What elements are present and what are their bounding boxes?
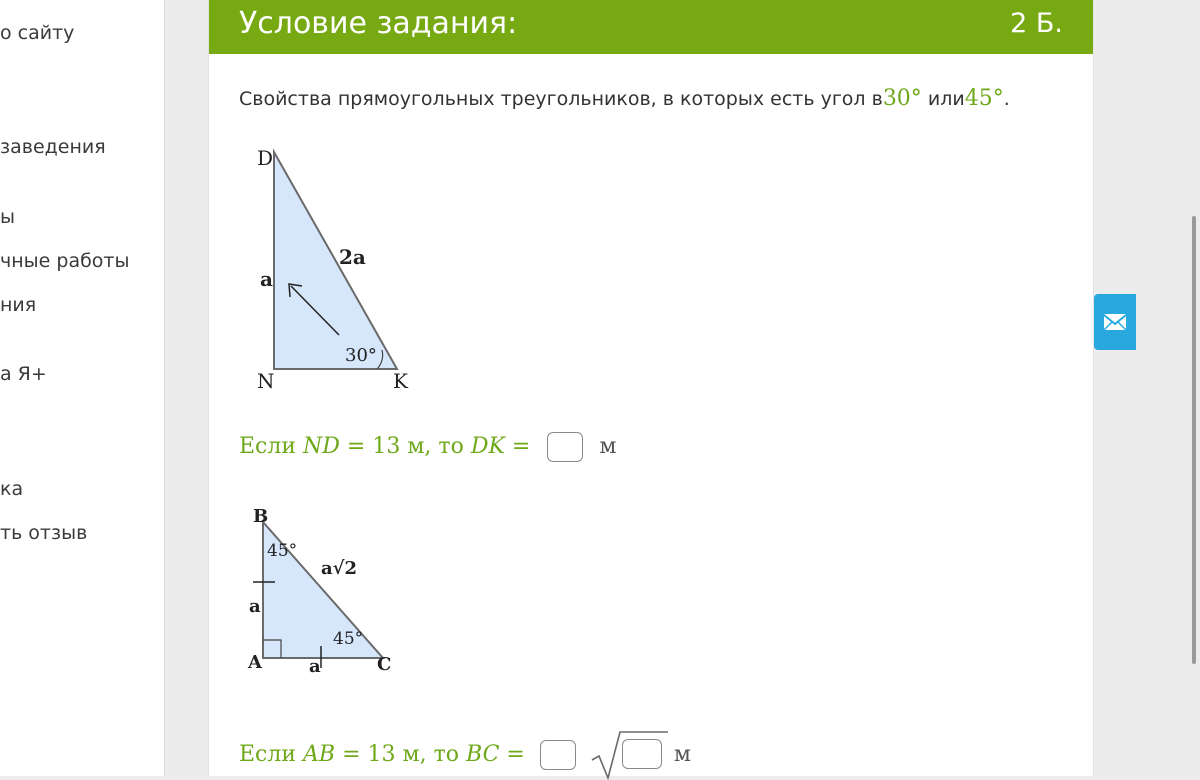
q1-var-nd: ND xyxy=(303,434,340,459)
q1-eq: = xyxy=(504,434,538,459)
q1-lead: Если xyxy=(239,434,304,459)
sidebar-item-ya-plus[interactable]: а Я+ xyxy=(0,363,47,385)
envelope-icon xyxy=(1104,313,1126,331)
q1-unit: м xyxy=(599,434,617,459)
mail-button[interactable] xyxy=(1094,294,1136,350)
q1-given: = 13 м, то xyxy=(339,434,471,459)
triangle-30-shape xyxy=(274,152,397,369)
label-angle-45-right: 45° xyxy=(333,629,364,649)
q2-var-ab: AB xyxy=(303,742,336,767)
scrollbar[interactable] xyxy=(1192,216,1196,664)
sidebar-item-feedback[interactable]: ть отзыв xyxy=(0,522,88,544)
sidebar-item-5[interactable]: ния xyxy=(0,294,37,316)
answer-box-radicand[interactable] xyxy=(622,739,662,769)
statement-suffix: . xyxy=(1003,88,1010,110)
label-k: K xyxy=(393,369,408,393)
label-hyp-a-sqrt2: a√2 xyxy=(321,558,358,579)
sidebar-item-institutions[interactable]: заведения xyxy=(0,136,106,158)
task-header xyxy=(209,0,1093,54)
sidebar-item-works[interactable]: чные работы xyxy=(0,250,130,272)
task-points: 2 Б. xyxy=(1010,8,1063,39)
task-statement xyxy=(239,86,1010,111)
q1-var-dk: DK xyxy=(470,434,505,459)
label-leg-a: a xyxy=(260,267,273,291)
label-leg-ab: a xyxy=(249,596,261,617)
question-1 xyxy=(239,432,616,462)
sqrt-radical xyxy=(590,730,670,780)
q2-lead: Если xyxy=(239,742,304,767)
task-title: Условие задания: xyxy=(239,6,518,41)
label-n: N xyxy=(257,369,275,393)
label-angle-30: 30° xyxy=(345,345,377,366)
sidebar xyxy=(0,0,165,776)
task-card xyxy=(208,0,1094,776)
triangle-45-figure xyxy=(243,500,413,680)
sidebar-item-about[interactable]: о сайту xyxy=(0,22,75,44)
label-c: C xyxy=(377,654,392,675)
statement-prefix: Свойства прямоугольных треугольников, в которых есть угол в xyxy=(239,88,883,110)
sidebar-item-3[interactable]: ы xyxy=(0,206,16,228)
q2-given: = 13 м, то xyxy=(335,742,466,767)
angle-30: 30° xyxy=(882,86,922,111)
label-a: A xyxy=(248,652,262,673)
sidebar-item-7[interactable]: ка xyxy=(0,478,24,500)
label-leg-ac: a xyxy=(309,656,321,677)
label-hyp-2a: 2a xyxy=(339,245,366,269)
label-b: B xyxy=(253,506,269,527)
statement-mid: или xyxy=(921,88,965,110)
answer-box-dk[interactable] xyxy=(547,432,583,462)
q2-eq: = xyxy=(499,742,532,767)
q2-var-bc: BC xyxy=(466,742,500,767)
q2-unit: м xyxy=(673,742,691,767)
triangle-30-figure xyxy=(249,140,429,400)
label-angle-45-top: 45° xyxy=(267,541,298,561)
angle-45: 45° xyxy=(964,86,1004,111)
answer-box-coefficient[interactable] xyxy=(540,740,576,770)
label-d: D xyxy=(257,146,274,170)
question-2 xyxy=(239,730,691,780)
